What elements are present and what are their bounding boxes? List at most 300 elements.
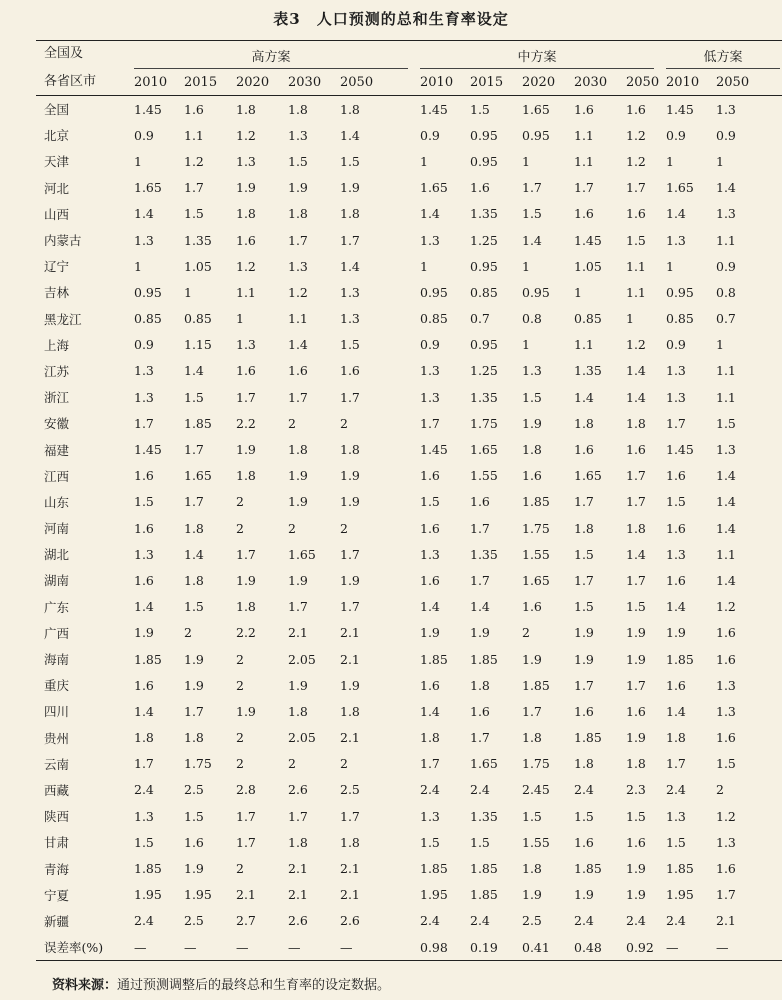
value-cell: 2.1 <box>288 861 308 877</box>
table-body <box>36 96 782 961</box>
value-cell: 0.9 <box>666 127 686 143</box>
region-cell: 内蒙古 <box>44 233 82 249</box>
table-row <box>36 672 782 698</box>
value-cell: 2 <box>236 494 244 510</box>
value-cell: 0.7 <box>470 311 490 327</box>
value-cell: — <box>288 939 301 955</box>
value-cell: 1.75 <box>470 415 498 431</box>
year-header: 2010 <box>414 69 464 96</box>
value-cell: 1.9 <box>574 625 594 641</box>
value-cell: 1.8 <box>134 730 154 746</box>
value-cell: 1.7 <box>340 389 360 405</box>
value-cell: 1.6 <box>420 520 440 536</box>
value-cell: 1 <box>666 153 674 169</box>
value-cell: — <box>184 939 197 955</box>
value-cell: 1.1 <box>716 389 736 405</box>
value-cell: 0.19 <box>470 939 498 955</box>
value-cell: 1.3 <box>666 808 686 824</box>
value-cell: 1.3 <box>134 232 154 248</box>
value-cell: 1.9 <box>288 677 308 693</box>
year-header: 2015 <box>178 69 230 96</box>
value-cell: 2.1 <box>340 625 360 641</box>
value-cell: 2.45 <box>522 782 550 798</box>
value-cell: 1.9 <box>288 572 308 588</box>
value-cell: 0.9 <box>716 127 736 143</box>
value-cell: 0.98 <box>420 939 448 955</box>
value-cell: 1.6 <box>340 363 360 379</box>
value-cell: 1.1 <box>574 127 594 143</box>
value-cell: 1.8 <box>236 101 256 117</box>
value-cell: 1.4 <box>134 206 154 222</box>
value-cell: 1.7 <box>470 520 490 536</box>
value-cell: 1.6 <box>134 677 154 693</box>
value-cell: 1.7 <box>522 703 542 719</box>
footnote-label: 资料来源： <box>52 978 118 993</box>
value-cell: 1.3 <box>340 311 360 327</box>
value-cell: 1.5 <box>420 834 440 850</box>
region-cell: 新疆 <box>44 913 70 929</box>
table-row <box>36 227 782 253</box>
value-cell: 2.2 <box>236 415 256 431</box>
value-cell: 0.92 <box>626 939 654 955</box>
value-cell: 1.4 <box>420 206 440 222</box>
table-row <box>36 463 782 489</box>
value-cell: 1.95 <box>134 887 162 903</box>
value-cell: 1.5 <box>134 494 154 510</box>
value-cell: 1.9 <box>288 180 308 196</box>
value-cell: 0.9 <box>134 337 154 353</box>
value-cell: 2.4 <box>470 782 490 798</box>
table-row <box>36 829 782 855</box>
value-cell: 1.9 <box>522 651 542 667</box>
value-cell: 1.4 <box>626 389 646 405</box>
table-row <box>36 620 782 646</box>
value-cell: 1.6 <box>134 468 154 484</box>
value-cell: 1.8 <box>666 730 686 746</box>
value-cell: 1.1 <box>184 127 204 143</box>
value-cell: 1.7 <box>134 415 154 431</box>
value-cell: 1.9 <box>184 677 204 693</box>
value-cell: 1.2 <box>236 127 256 143</box>
value-cell: 0.85 <box>574 311 602 327</box>
value-cell: 1.8 <box>184 520 204 536</box>
value-cell: 1.85 <box>184 415 212 431</box>
value-cell: 1.1 <box>288 311 308 327</box>
value-cell: 1.3 <box>716 442 736 458</box>
value-cell: 1.35 <box>470 808 498 824</box>
value-cell: 1 <box>574 284 582 300</box>
value-cell: 1.7 <box>626 468 646 484</box>
value-cell: 1.7 <box>522 180 542 196</box>
year-header: 2050 <box>710 69 782 96</box>
value-cell: 1.3 <box>134 546 154 562</box>
value-cell: 1.75 <box>184 756 212 772</box>
value-cell: 1.4 <box>626 546 646 562</box>
region-cell: 重庆 <box>44 678 70 694</box>
value-cell: 2.8 <box>236 782 256 798</box>
value-cell: 1.7 <box>134 756 154 772</box>
region-cell: 黑龙江 <box>44 311 82 327</box>
value-cell: 1.6 <box>470 494 490 510</box>
value-cell: 1.65 <box>574 468 602 484</box>
value-cell: 1.4 <box>522 232 542 248</box>
value-cell: 1.6 <box>716 730 736 746</box>
value-cell: 1.5 <box>470 834 490 850</box>
value-cell: 1.7 <box>574 572 594 588</box>
table-row <box>36 96 782 123</box>
value-cell: 2 <box>288 520 296 536</box>
value-cell: 1.7 <box>420 415 440 431</box>
value-cell: 1.7 <box>236 389 256 405</box>
value-cell: 2.1 <box>236 887 256 903</box>
region-cell: 天津 <box>44 154 70 170</box>
value-cell: 1.5 <box>574 808 594 824</box>
value-cell: 1.4 <box>626 363 646 379</box>
value-cell: 1.9 <box>522 415 542 431</box>
value-cell: 2.7 <box>236 913 256 929</box>
value-cell: 1.7 <box>626 572 646 588</box>
value-cell: 1.95 <box>666 887 694 903</box>
value-cell: 1.7 <box>716 887 736 903</box>
value-cell: 1.9 <box>236 442 256 458</box>
value-cell: 1.65 <box>420 180 448 196</box>
value-cell: 0.9 <box>666 337 686 353</box>
value-cell: 1.7 <box>340 546 360 562</box>
value-cell: 1.3 <box>666 389 686 405</box>
value-cell: 1.25 <box>470 232 498 248</box>
table-row <box>36 567 782 593</box>
value-cell: 2 <box>236 756 244 772</box>
value-cell: 1.4 <box>420 703 440 719</box>
value-cell: 2 <box>288 415 296 431</box>
fertility-table <box>36 40 782 961</box>
value-cell: 1.8 <box>522 861 542 877</box>
value-cell: 1.65 <box>470 756 498 772</box>
value-cell: 1.7 <box>236 546 256 562</box>
value-cell: 1.6 <box>236 363 256 379</box>
value-cell: 1 <box>522 337 530 353</box>
value-cell: 1.7 <box>236 834 256 850</box>
value-cell: 2.2 <box>236 625 256 641</box>
value-cell: 2.1 <box>716 913 736 929</box>
value-cell: 1.5 <box>134 834 154 850</box>
value-cell: 1.7 <box>184 494 204 510</box>
value-cell: 1.9 <box>626 651 646 667</box>
value-cell: 1 <box>716 153 724 169</box>
value-cell: 1.6 <box>716 651 736 667</box>
value-cell: 1.9 <box>236 572 256 588</box>
value-cell: 1.9 <box>574 651 594 667</box>
value-cell: 1.45 <box>574 232 602 248</box>
value-cell: 1.15 <box>184 337 212 353</box>
year-header: 2010 <box>128 69 178 96</box>
value-cell: 1.8 <box>340 206 360 222</box>
value-cell: 0.9 <box>420 127 440 143</box>
value-cell: 0.95 <box>470 337 498 353</box>
value-cell: 1.3 <box>666 363 686 379</box>
value-cell: 1.3 <box>420 808 440 824</box>
region-cell: 安徽 <box>44 416 70 432</box>
value-cell: 1.85 <box>470 887 498 903</box>
value-cell: 2.05 <box>288 730 316 746</box>
table-row <box>36 698 782 724</box>
value-cell: 0.7 <box>716 311 736 327</box>
value-cell: 1.3 <box>666 546 686 562</box>
value-cell: 1.7 <box>288 232 308 248</box>
value-cell: 2 <box>340 756 348 772</box>
value-cell: 0.85 <box>666 311 694 327</box>
table-row <box>36 515 782 541</box>
value-cell: 1.8 <box>420 730 440 746</box>
value-cell: 1.9 <box>236 703 256 719</box>
value-cell: 1.85 <box>522 494 550 510</box>
value-cell: 1.8 <box>236 206 256 222</box>
value-cell: 1.3 <box>420 389 440 405</box>
value-cell: 2 <box>184 625 192 641</box>
value-cell: 2 <box>716 782 724 798</box>
value-cell: 1.4 <box>716 494 736 510</box>
value-cell: 1.6 <box>626 442 646 458</box>
value-cell: 1 <box>134 153 142 169</box>
value-cell: 1.8 <box>184 730 204 746</box>
region-header-line1: 全国及 <box>44 46 84 61</box>
value-cell: 1.2 <box>626 337 646 353</box>
value-cell: 1 <box>626 311 634 327</box>
value-cell: 1.9 <box>626 730 646 746</box>
value-cell: 1.7 <box>236 808 256 824</box>
value-cell: 1.2 <box>184 153 204 169</box>
value-cell: 1.3 <box>340 284 360 300</box>
value-cell: 1.3 <box>236 153 256 169</box>
value-cell: 1.4 <box>340 258 360 274</box>
value-cell: 1.4 <box>134 703 154 719</box>
value-cell: 1.5 <box>666 494 686 510</box>
table-row <box>36 594 782 620</box>
value-cell: 0.85 <box>184 311 212 327</box>
value-cell: 1.1 <box>574 153 594 169</box>
value-cell: 2.4 <box>420 782 440 798</box>
value-cell: 1.8 <box>626 415 646 431</box>
year-header: 2030 <box>282 69 334 96</box>
value-cell: 1.4 <box>470 599 490 615</box>
value-cell: 1.6 <box>420 468 440 484</box>
table-row <box>36 489 782 515</box>
region-cell: 贵州 <box>44 730 70 746</box>
value-cell: 1.9 <box>340 494 360 510</box>
value-cell: 1.85 <box>420 861 448 877</box>
value-cell: 1.5 <box>340 337 360 353</box>
value-cell: 1.85 <box>574 730 602 746</box>
value-cell: 1.65 <box>666 180 694 196</box>
value-cell: 2.5 <box>522 913 542 929</box>
value-cell: 1.75 <box>522 756 550 772</box>
value-cell: 1.85 <box>134 861 162 877</box>
table-row <box>36 332 782 358</box>
value-cell: 1.2 <box>716 808 736 824</box>
value-cell: 0.95 <box>134 284 162 300</box>
value-cell: — <box>340 939 353 955</box>
value-cell: 0.85 <box>470 284 498 300</box>
value-cell: 0.9 <box>716 258 736 274</box>
value-cell: 1.1 <box>626 284 646 300</box>
value-cell: 1.85 <box>470 651 498 667</box>
table-row <box>36 122 782 148</box>
value-cell: 1.4 <box>716 520 736 536</box>
value-cell: 1.6 <box>470 180 490 196</box>
value-cell: 1.3 <box>288 127 308 143</box>
value-cell: 1.35 <box>470 206 498 222</box>
value-cell: 1.4 <box>716 572 736 588</box>
header-row-years <box>36 69 782 96</box>
value-cell: 1.1 <box>716 546 736 562</box>
value-cell: 1.9 <box>184 651 204 667</box>
table-row <box>36 279 782 305</box>
value-cell: 2 <box>288 756 296 772</box>
value-cell: 1.9 <box>184 861 204 877</box>
region-cell: 甘肃 <box>44 835 70 851</box>
year-header: 2050 <box>334 69 414 96</box>
value-cell: 1.2 <box>236 258 256 274</box>
value-cell: 1.6 <box>574 101 594 117</box>
value-cell: 1.6 <box>236 232 256 248</box>
value-cell: 2.4 <box>626 913 646 929</box>
value-cell: 2.6 <box>340 913 360 929</box>
value-cell: 2 <box>236 730 244 746</box>
value-cell: 1.1 <box>716 363 736 379</box>
value-cell: 1 <box>134 258 142 274</box>
value-cell: 1.55 <box>522 834 550 850</box>
value-cell: — <box>236 939 249 955</box>
value-cell: 1.9 <box>470 625 490 641</box>
value-cell: 1.7 <box>288 389 308 405</box>
region-cell: 全国 <box>44 102 70 118</box>
region-cell: 江苏 <box>44 363 70 379</box>
value-cell: 2.4 <box>666 782 686 798</box>
table-row <box>36 306 782 332</box>
value-cell: 1.6 <box>716 625 736 641</box>
table-row <box>36 803 782 829</box>
value-cell: 0.95 <box>522 127 550 143</box>
value-cell: 1.8 <box>288 834 308 850</box>
value-cell: 2.4 <box>420 913 440 929</box>
value-cell: 1.9 <box>134 625 154 641</box>
value-cell: 1.8 <box>340 442 360 458</box>
year-header: 2050 <box>620 69 660 96</box>
value-cell: 1.9 <box>626 887 646 903</box>
value-cell: 1.8 <box>236 599 256 615</box>
value-cell: 1.7 <box>666 756 686 772</box>
value-cell: 1.9 <box>288 468 308 484</box>
value-cell: 1.2 <box>626 127 646 143</box>
value-cell: 1.35 <box>184 232 212 248</box>
region-cell: 山东 <box>44 494 70 510</box>
value-cell: 1.4 <box>716 180 736 196</box>
value-cell: 1.9 <box>420 625 440 641</box>
value-cell: 1.5 <box>288 153 308 169</box>
value-cell: 1.8 <box>288 101 308 117</box>
region-cell: 西藏 <box>44 782 70 798</box>
value-cell: 1.6 <box>626 703 646 719</box>
value-cell: 1.6 <box>666 468 686 484</box>
value-cell: 1.7 <box>666 415 686 431</box>
value-cell: 1.9 <box>340 468 360 484</box>
value-cell: 2.6 <box>288 782 308 798</box>
region-cell: 吉林 <box>44 285 70 301</box>
value-cell: 0.8 <box>716 284 736 300</box>
value-cell: — <box>134 939 147 955</box>
value-cell: 0.95 <box>522 284 550 300</box>
table-row <box>36 175 782 201</box>
table-row <box>36 934 782 961</box>
value-cell: 1.2 <box>626 153 646 169</box>
value-cell: 2.3 <box>626 782 646 798</box>
group-header-mid-label: 中方案 <box>517 49 557 65</box>
region-header-line2: 各省区市 <box>36 69 128 96</box>
value-cell: 1.5 <box>522 389 542 405</box>
region-cell: 青海 <box>44 861 70 877</box>
value-cell: 1.6 <box>134 520 154 536</box>
value-cell: 0.95 <box>420 284 448 300</box>
value-cell: 1.45 <box>420 442 448 458</box>
value-cell: 2 <box>236 677 244 693</box>
value-cell: 1.4 <box>716 468 736 484</box>
value-cell: 1.3 <box>134 389 154 405</box>
value-cell: 1.3 <box>666 232 686 248</box>
value-cell: 1.65 <box>184 468 212 484</box>
value-cell: 1.3 <box>420 363 440 379</box>
value-cell: 1.05 <box>574 258 602 274</box>
group-header-low <box>660 41 782 70</box>
value-cell: 1.8 <box>470 677 490 693</box>
value-cell: 1.5 <box>420 494 440 510</box>
region-cell: 四川 <box>44 704 70 720</box>
value-cell: — <box>716 939 729 955</box>
year-header: 2030 <box>568 69 620 96</box>
value-cell: 2 <box>236 651 244 667</box>
value-cell: 1.9 <box>236 180 256 196</box>
value-cell: 1.3 <box>716 206 736 222</box>
region-cell: 河南 <box>44 521 70 537</box>
value-cell: 0.85 <box>134 311 162 327</box>
value-cell: 1.9 <box>340 180 360 196</box>
value-cell: 1.6 <box>522 468 542 484</box>
value-cell: 1.7 <box>184 703 204 719</box>
region-cell: 广东 <box>44 599 70 615</box>
table-row <box>36 253 782 279</box>
value-cell: 1.7 <box>288 599 308 615</box>
value-cell: 1.7 <box>420 756 440 772</box>
value-cell: 2.1 <box>340 651 360 667</box>
value-cell: 1.3 <box>236 337 256 353</box>
value-cell: 1.7 <box>340 599 360 615</box>
value-cell: 1.4 <box>134 599 154 615</box>
value-cell: 1.8 <box>522 730 542 746</box>
value-cell: 2 <box>340 520 348 536</box>
group-header-low-label: 低方案 <box>703 49 743 65</box>
value-cell: 1.65 <box>134 180 162 196</box>
value-cell: 1.5 <box>716 415 736 431</box>
value-cell: 1.6 <box>574 703 594 719</box>
value-cell: 1.8 <box>288 206 308 222</box>
value-cell: 1.7 <box>626 180 646 196</box>
value-cell: 2.05 <box>288 651 316 667</box>
value-cell: 0.8 <box>522 311 542 327</box>
value-cell: 1.7 <box>340 232 360 248</box>
value-cell: 1.1 <box>574 337 594 353</box>
value-cell: 2 <box>236 520 244 536</box>
value-cell: 1.3 <box>420 546 440 562</box>
value-cell: 1.7 <box>574 494 594 510</box>
